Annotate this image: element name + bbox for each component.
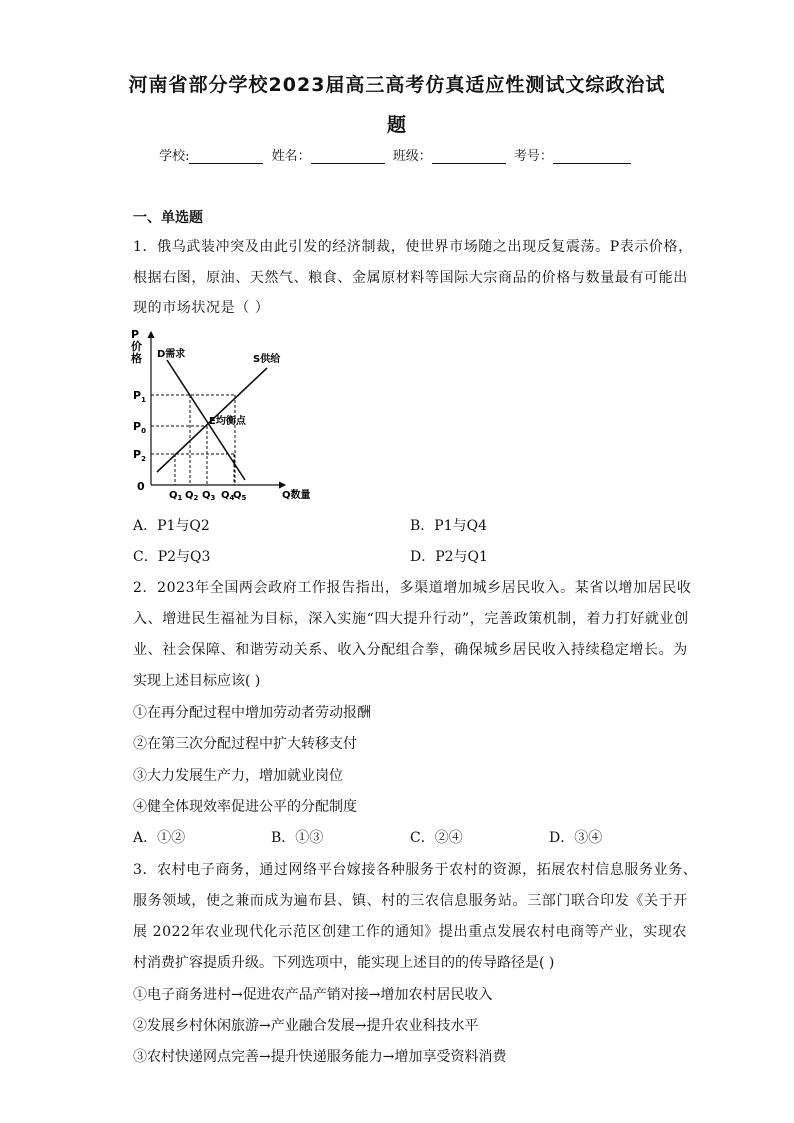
q2-statement: ④健全体现效率促进公平的分配制度 — [133, 799, 357, 815]
quantity-tick-q4: $Q_4$ — [221, 490, 235, 502]
school-field[interactable] — [189, 149, 263, 164]
exam-number-label: 考号： — [513, 149, 553, 164]
q2-text-line: 2．2023年全国两会政府工作报告指出，多渠道增加城乡居民收入。某省以增加居民收 — [133, 580, 692, 596]
q2-option-d[interactable]: D．③④ — [549, 830, 603, 846]
page-title-line-2: 题 — [386, 114, 407, 136]
q1-option-d[interactable]: D．P2与Q1 — [410, 549, 488, 565]
q3-statement: ②发展乡村休闲旅游→产业融合发展→提升农业科技水平 — [133, 1018, 479, 1034]
student-info-row — [0, 145, 794, 164]
section-heading: 一、单选题 — [133, 210, 203, 226]
q3-text-line: 服务领域，使之兼而成为遍布县、镇、村的三农信息服务站。三部门联合印发《关于开 — [133, 893, 688, 909]
school-label: 学校: — [159, 149, 190, 164]
exam-number-field[interactable] — [553, 149, 631, 164]
q1-text-line: 现的市场状况是（ ） — [133, 300, 270, 316]
origin-label: 0 — [137, 480, 145, 493]
q2-statement: ①在再分配过程中增加劳动者劳动报酬 — [133, 705, 371, 721]
name-field[interactable] — [311, 149, 385, 164]
quantity-tick-q1: $Q_1$ — [169, 490, 183, 502]
q3-text-line: 村消费扩容提质升级。下列选项中，能实现上述目的的传导路径是( ) — [133, 955, 555, 971]
q1-text-line: 1．俄乌武装冲突及由此引发的经济制裁，使世界市场随之出现反复震荡。P表示价格， — [133, 239, 693, 255]
q3-text-line: 展 2022年农业现代化示范区创建工作的通知》提出重点发展农村电商等产业，实现农 — [133, 924, 688, 940]
price-axis-label: P — [131, 328, 140, 341]
q1-option-b[interactable]: B．P1与Q4 — [410, 518, 487, 534]
q2-option-b[interactable]: B．①③ — [271, 830, 324, 846]
q2-option-c[interactable]: C．②④ — [410, 830, 463, 846]
demand-label: D需求 — [157, 349, 186, 360]
dashed-guides — [151, 395, 235, 485]
q1-option-c[interactable]: C．P2与Q3 — [133, 549, 211, 565]
class-label: 班级： — [392, 149, 432, 164]
q2-statement: ②在第三次分配过程中扩大转移支付 — [133, 736, 357, 752]
q1-text-line: 根据右图，原油、天然气、粮食、金属原材料等国际大宗商品的价格与数量最有可能出 — [133, 270, 688, 286]
q2-text-line: 入、增进民生福祉为目标，深入实施“四大提升行动”，完善政策机制，着力打好就业创 — [133, 611, 689, 627]
price-tick-p1: $P_1$ — [133, 389, 146, 404]
quantity-tick-q5: $Q_5$ — [233, 490, 247, 502]
quantity-tick-q3: $Q_3$ — [202, 490, 216, 502]
class-field[interactable] — [432, 149, 506, 164]
q1-option-a[interactable]: A．P1与Q2 — [133, 518, 210, 534]
page-title-line-1: 河南省部分学校2023届高三高考仿真适应性测试文综政治试 — [128, 74, 666, 96]
q3-statement: ①电子商务进村→促进农产品产销对接→增加农村居民收入 — [133, 987, 493, 1003]
equilibrium-label: E均衡点 — [209, 416, 246, 427]
price-axis-label: 格 — [131, 352, 142, 365]
q2-statement: ③大力发展生产力，增加就业岗位 — [133, 768, 343, 784]
supply-demand-chart — [125, 322, 325, 502]
price-axis-label: 价 — [131, 340, 142, 353]
price-tick-p2: $P_2$ — [133, 448, 146, 463]
price-tick-p0: $P_0$ — [133, 420, 146, 435]
q2-text-line: 实现上述目标应该( ) — [133, 673, 261, 689]
quantity-tick-q2: $Q_2$ — [185, 490, 199, 502]
q2-text-line: 业、社会保障、和谐劳动关系、收入分配组合拳，确保城乡居民收入持续稳定增长。为 — [133, 642, 688, 658]
q3-text-line: 3．农村电子商务，通过网络平台嫁接各种服务于农村的资源，拓展农村信息服务业务、 — [133, 862, 698, 878]
name-label: 姓名： — [271, 149, 311, 164]
quantity-axis-label: Q数量 — [282, 490, 311, 501]
supply-label: S供给 — [253, 354, 281, 365]
q3-statement: ③农村快递网点完善→提升快递服务能力→增加享受资料消费 — [133, 1049, 507, 1065]
q2-option-a[interactable]: A．①② — [133, 830, 186, 846]
